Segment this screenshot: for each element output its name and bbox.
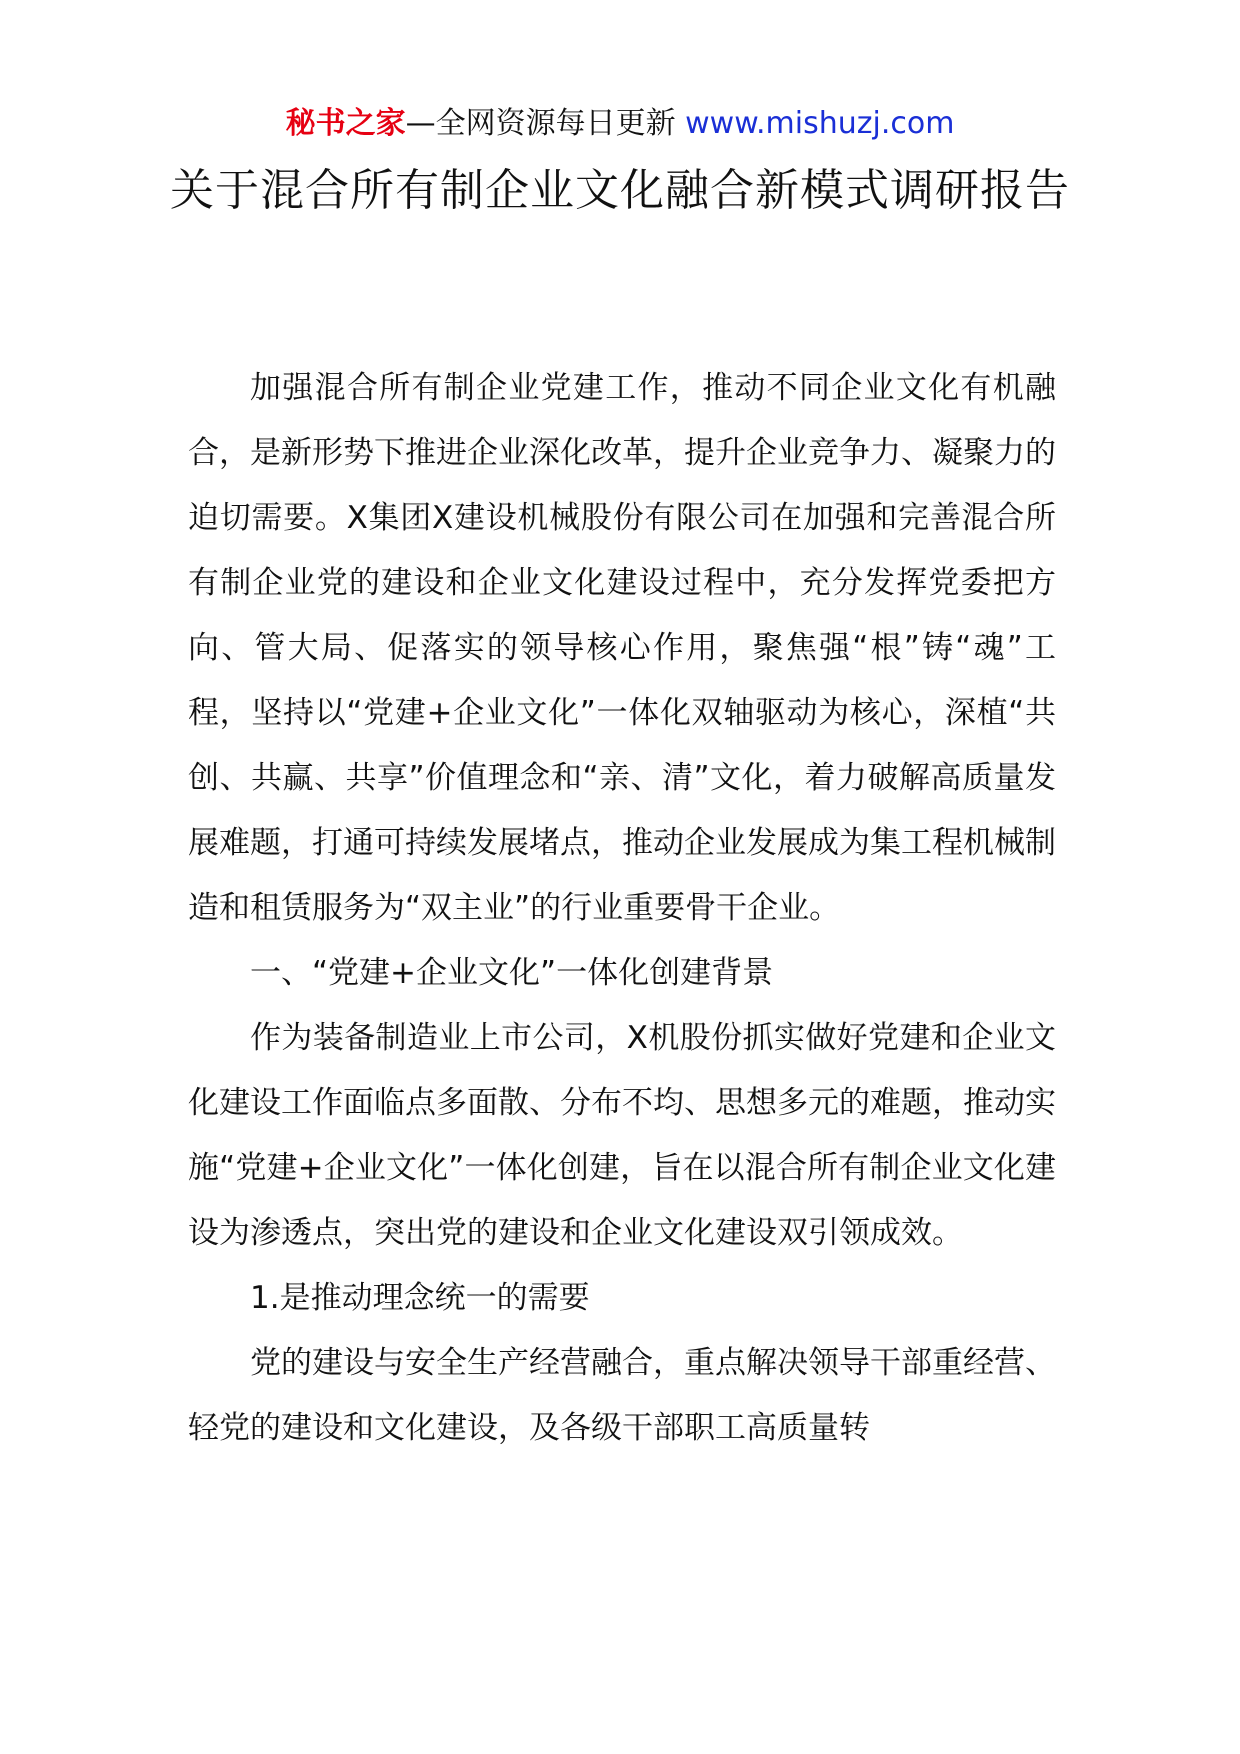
subsection-1-paragraph: 党的建设与安全生产经营融合，重点解决领导干部重经营、轻党的建设和文化建设，及各级干部职工高质量转 [188, 1345, 1056, 1446]
section-1-paragraph: 作为装备制造业上市公司，X机股份抓实做好党建和企业文化建设工作面临点多面散、分布不均、思想多元的难题，推动实施“党建+企业文化”一体化创建，旨在以混合所有制企业文化建设为渗透点，突出党的建设和企业文化建设双引领成效。 [188, 1020, 1056, 1251]
document-body [188, 356, 1056, 1461]
intro-paragraph: 加强混合所有制企业党建工作，推动不同企业文化有机融合，是新形势下推进企业深化改革，提升企业竞争力、凝聚力的迫切需要。X集团X建设机械股份有限公司在加强和完善混合所有制企业党的建设和企业文化建设过程中，充分发挥党委把方向、管大局、促落实的领导核心作用，聚焦强“根”铸“魂”工程，坚持以“党建+企业文化”一体化双轴驱动为核心，深植“共创、共赢、共享”价值理念和“亲、清”文化，着力破解高质量发展难题，打通可持续发展堵点，推动企业发展成为集工程机械制造和租赁服务为“双主业”的行业重要骨干企业。 [188, 370, 1056, 926]
document-title: 关于混合所有制企业文化融合新模式调研报告 [170, 165, 1070, 216]
site-url-link[interactable]: www.mishuzj.com [685, 106, 955, 141]
site-header [0, 102, 1240, 146]
section-heading-1: 一、“党建+企业文化”一体化创建背景 [250, 955, 774, 991]
site-tagline: —全网资源每日更新 [405, 106, 676, 141]
site-brand: 秘书之家 [285, 106, 406, 141]
subsection-heading-1: 1.是推动理念统一的需要 [250, 1280, 590, 1316]
